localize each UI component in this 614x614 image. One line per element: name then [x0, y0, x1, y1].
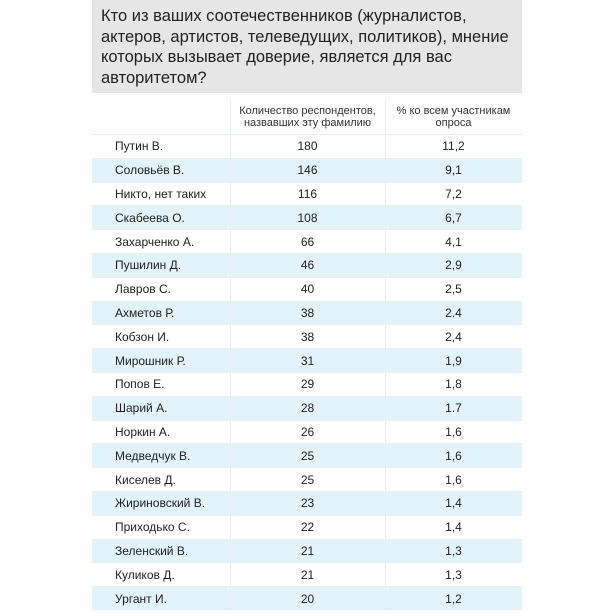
- column-divider: [230, 100, 231, 610]
- row-count: 66: [300, 234, 315, 249]
- table-row: [92, 277, 522, 301]
- column-header-percent: % ко всем участникам опроса: [396, 104, 511, 129]
- table-row: [92, 396, 522, 420]
- title-block: [92, 0, 522, 93]
- row-name: Приходько С.: [115, 520, 190, 535]
- row-percent: 11,2: [442, 139, 465, 154]
- row-percent: 1,9: [445, 353, 462, 368]
- row-count: 180: [297, 139, 318, 154]
- row-name: Пушилин Д.: [115, 258, 182, 273]
- table-row: [92, 348, 522, 372]
- table-row: [92, 205, 522, 229]
- table-row: [92, 562, 522, 586]
- row-count: 38: [300, 329, 315, 344]
- row-percent: 1,3: [445, 543, 462, 558]
- row-name: Шарий А.: [115, 401, 168, 416]
- table-row: [92, 420, 522, 444]
- table-row: [92, 586, 522, 610]
- row-name: Лавров С.: [115, 282, 171, 297]
- row-percent: 1,6: [445, 424, 462, 439]
- table-row: [92, 253, 522, 277]
- table-row: [92, 491, 522, 515]
- row-percent: 1,2: [445, 591, 462, 606]
- row-count: 40: [300, 282, 315, 297]
- row-count: 22: [300, 520, 315, 535]
- row-name: Никто, нет таких: [115, 186, 207, 201]
- column-divider: [385, 100, 386, 610]
- row-count: 29: [300, 377, 315, 392]
- row-count: 31: [300, 353, 315, 368]
- row-percent: 1,6: [445, 472, 462, 487]
- row-percent: 2,5: [445, 282, 462, 297]
- row-percent: 1,4: [445, 520, 462, 535]
- row-count: 28: [300, 401, 315, 416]
- table-row: [92, 443, 522, 467]
- row-percent: 7,2: [445, 186, 462, 201]
- table-row: [92, 134, 522, 158]
- row-percent: 1,3: [445, 567, 462, 582]
- row-name: Скабеева О.: [115, 210, 185, 225]
- table-row: [92, 229, 522, 253]
- table-row: [92, 515, 522, 539]
- row-name: Кобзон И.: [115, 329, 170, 344]
- row-count: 23: [300, 496, 315, 511]
- row-name: Попов Е.: [115, 377, 165, 392]
- row-name: Ургант И.: [115, 591, 167, 606]
- row-name: Мирошник Р.: [115, 353, 186, 368]
- table-header-row: [92, 100, 522, 134]
- row-count: 20: [300, 591, 315, 606]
- chart-title: Кто из ваших соотечественников (журналистов, актеров, артистов, телеведущих, политиков), мнение которых вызывает доверие, является для вас авторитетом?: [101, 7, 509, 87]
- table-row: [92, 182, 522, 206]
- row-count: 146: [297, 163, 318, 178]
- chart-card: [92, 0, 522, 614]
- table-body: [92, 134, 522, 610]
- row-name: Соловьёв В.: [115, 163, 185, 178]
- row-count: 25: [300, 472, 315, 487]
- row-name: Зеленский В.: [115, 543, 189, 558]
- table-row: [92, 324, 522, 348]
- data-table: [92, 100, 522, 610]
- row-percent: 1.7: [445, 401, 462, 416]
- row-percent: 1,6: [445, 448, 462, 463]
- row-count: 25: [300, 448, 315, 463]
- row-name: Захарченко А.: [115, 234, 195, 249]
- row-percent: 1,8: [445, 377, 462, 392]
- table-row: [92, 301, 522, 325]
- row-name: Путин В.: [115, 139, 164, 154]
- row-count: 21: [300, 567, 315, 582]
- row-count: 21: [300, 543, 315, 558]
- row-name: Норкин А.: [115, 424, 171, 439]
- column-header-count: Количество респондентов, назвавших эту фамилию: [239, 104, 376, 129]
- row-percent: 2,4: [445, 329, 462, 344]
- row-name: Медведчук В.: [115, 448, 191, 463]
- row-percent: 6,7: [445, 210, 462, 225]
- row-name: Куликов Д.: [115, 567, 175, 582]
- row-name: Ахметов Р.: [115, 305, 175, 320]
- row-percent: 1,4: [445, 496, 462, 511]
- row-count: 116: [297, 186, 318, 201]
- row-count: 38: [300, 305, 315, 320]
- row-percent: 2,9: [445, 258, 462, 273]
- row-count: 108: [297, 210, 318, 225]
- row-percent: 2.4: [445, 305, 462, 320]
- row-name: Жириновский В.: [115, 496, 206, 511]
- table-row: [92, 372, 522, 396]
- row-percent: 9,1: [445, 163, 462, 178]
- table-row: [92, 539, 522, 563]
- row-count: 46: [300, 258, 315, 273]
- table-row: [92, 467, 522, 491]
- row-percent: 4,1: [445, 234, 462, 249]
- row-name: Киселев Д.: [115, 472, 176, 487]
- table-row: [92, 158, 522, 182]
- row-count: 26: [300, 424, 315, 439]
